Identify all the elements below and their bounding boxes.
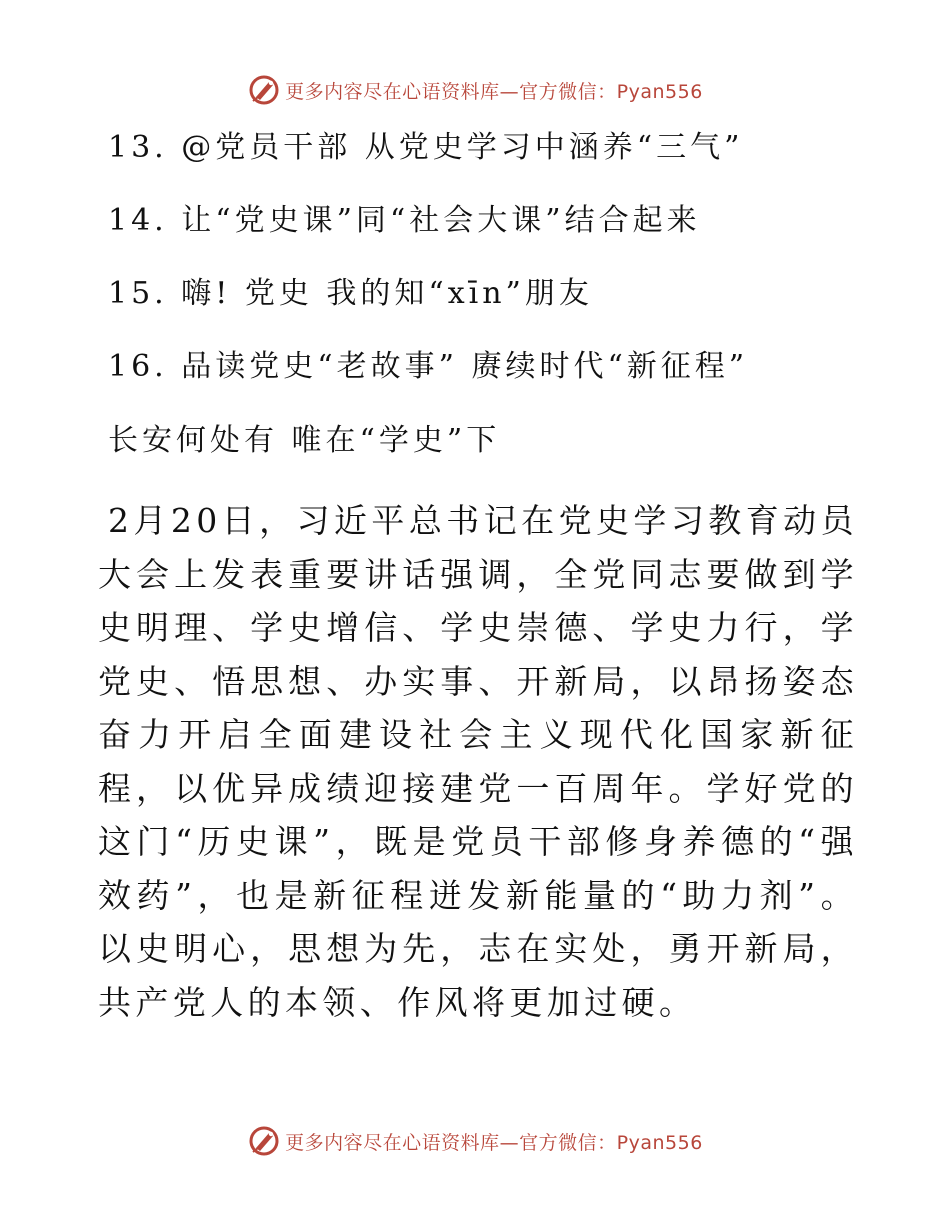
watermark-banner-top [0, 70, 950, 110]
watermark-banner-bottom [0, 1121, 950, 1161]
quill-logo-icon [247, 73, 281, 107]
watermark-text: 更多内容尽在心语资料库—官方微信：Pyan556 [285, 1131, 703, 1154]
body-paragraph: 2月20日，习近平总书记在党史学习教育动员大会上发表重要讲话强调，全党同志要做到学史明理、学史增信、学史崇德、学史力行，学党史、悟思想、办实事、开新局，以昂扬姿态奋力开启全面建设社会主义现代化国家新征程，以优异成绩迎接建党一百周年。学好党的这门“历史课”，既是党员干部修身养德的“强效药”，也是新征程迸发新能量的“助力剂”。以史明心，思想为先，志在实处，勇开新局，共产党人的本领、作风将更加过硬。 [98, 501, 858, 1022]
list-item-13: 13. @党员干部 从党史学习中涵养“三气” [108, 130, 744, 165]
list-item-15: 15. 嗨! 党史 我的知“xīn”朋友 [108, 276, 593, 311]
watermark-text: 更多内容尽在心语资料库—官方微信：Pyan556 [285, 80, 703, 103]
quill-logo-icon [247, 1124, 281, 1158]
section-heading: 长安何处有 唯在“学史”下 [108, 423, 501, 458]
list-item-16: 16. 品读党史“老故事” 赓续时代“新征程” [108, 349, 749, 384]
list-item-14: 14. 让“党史课”同“社会大课”结合起来 [108, 203, 701, 238]
